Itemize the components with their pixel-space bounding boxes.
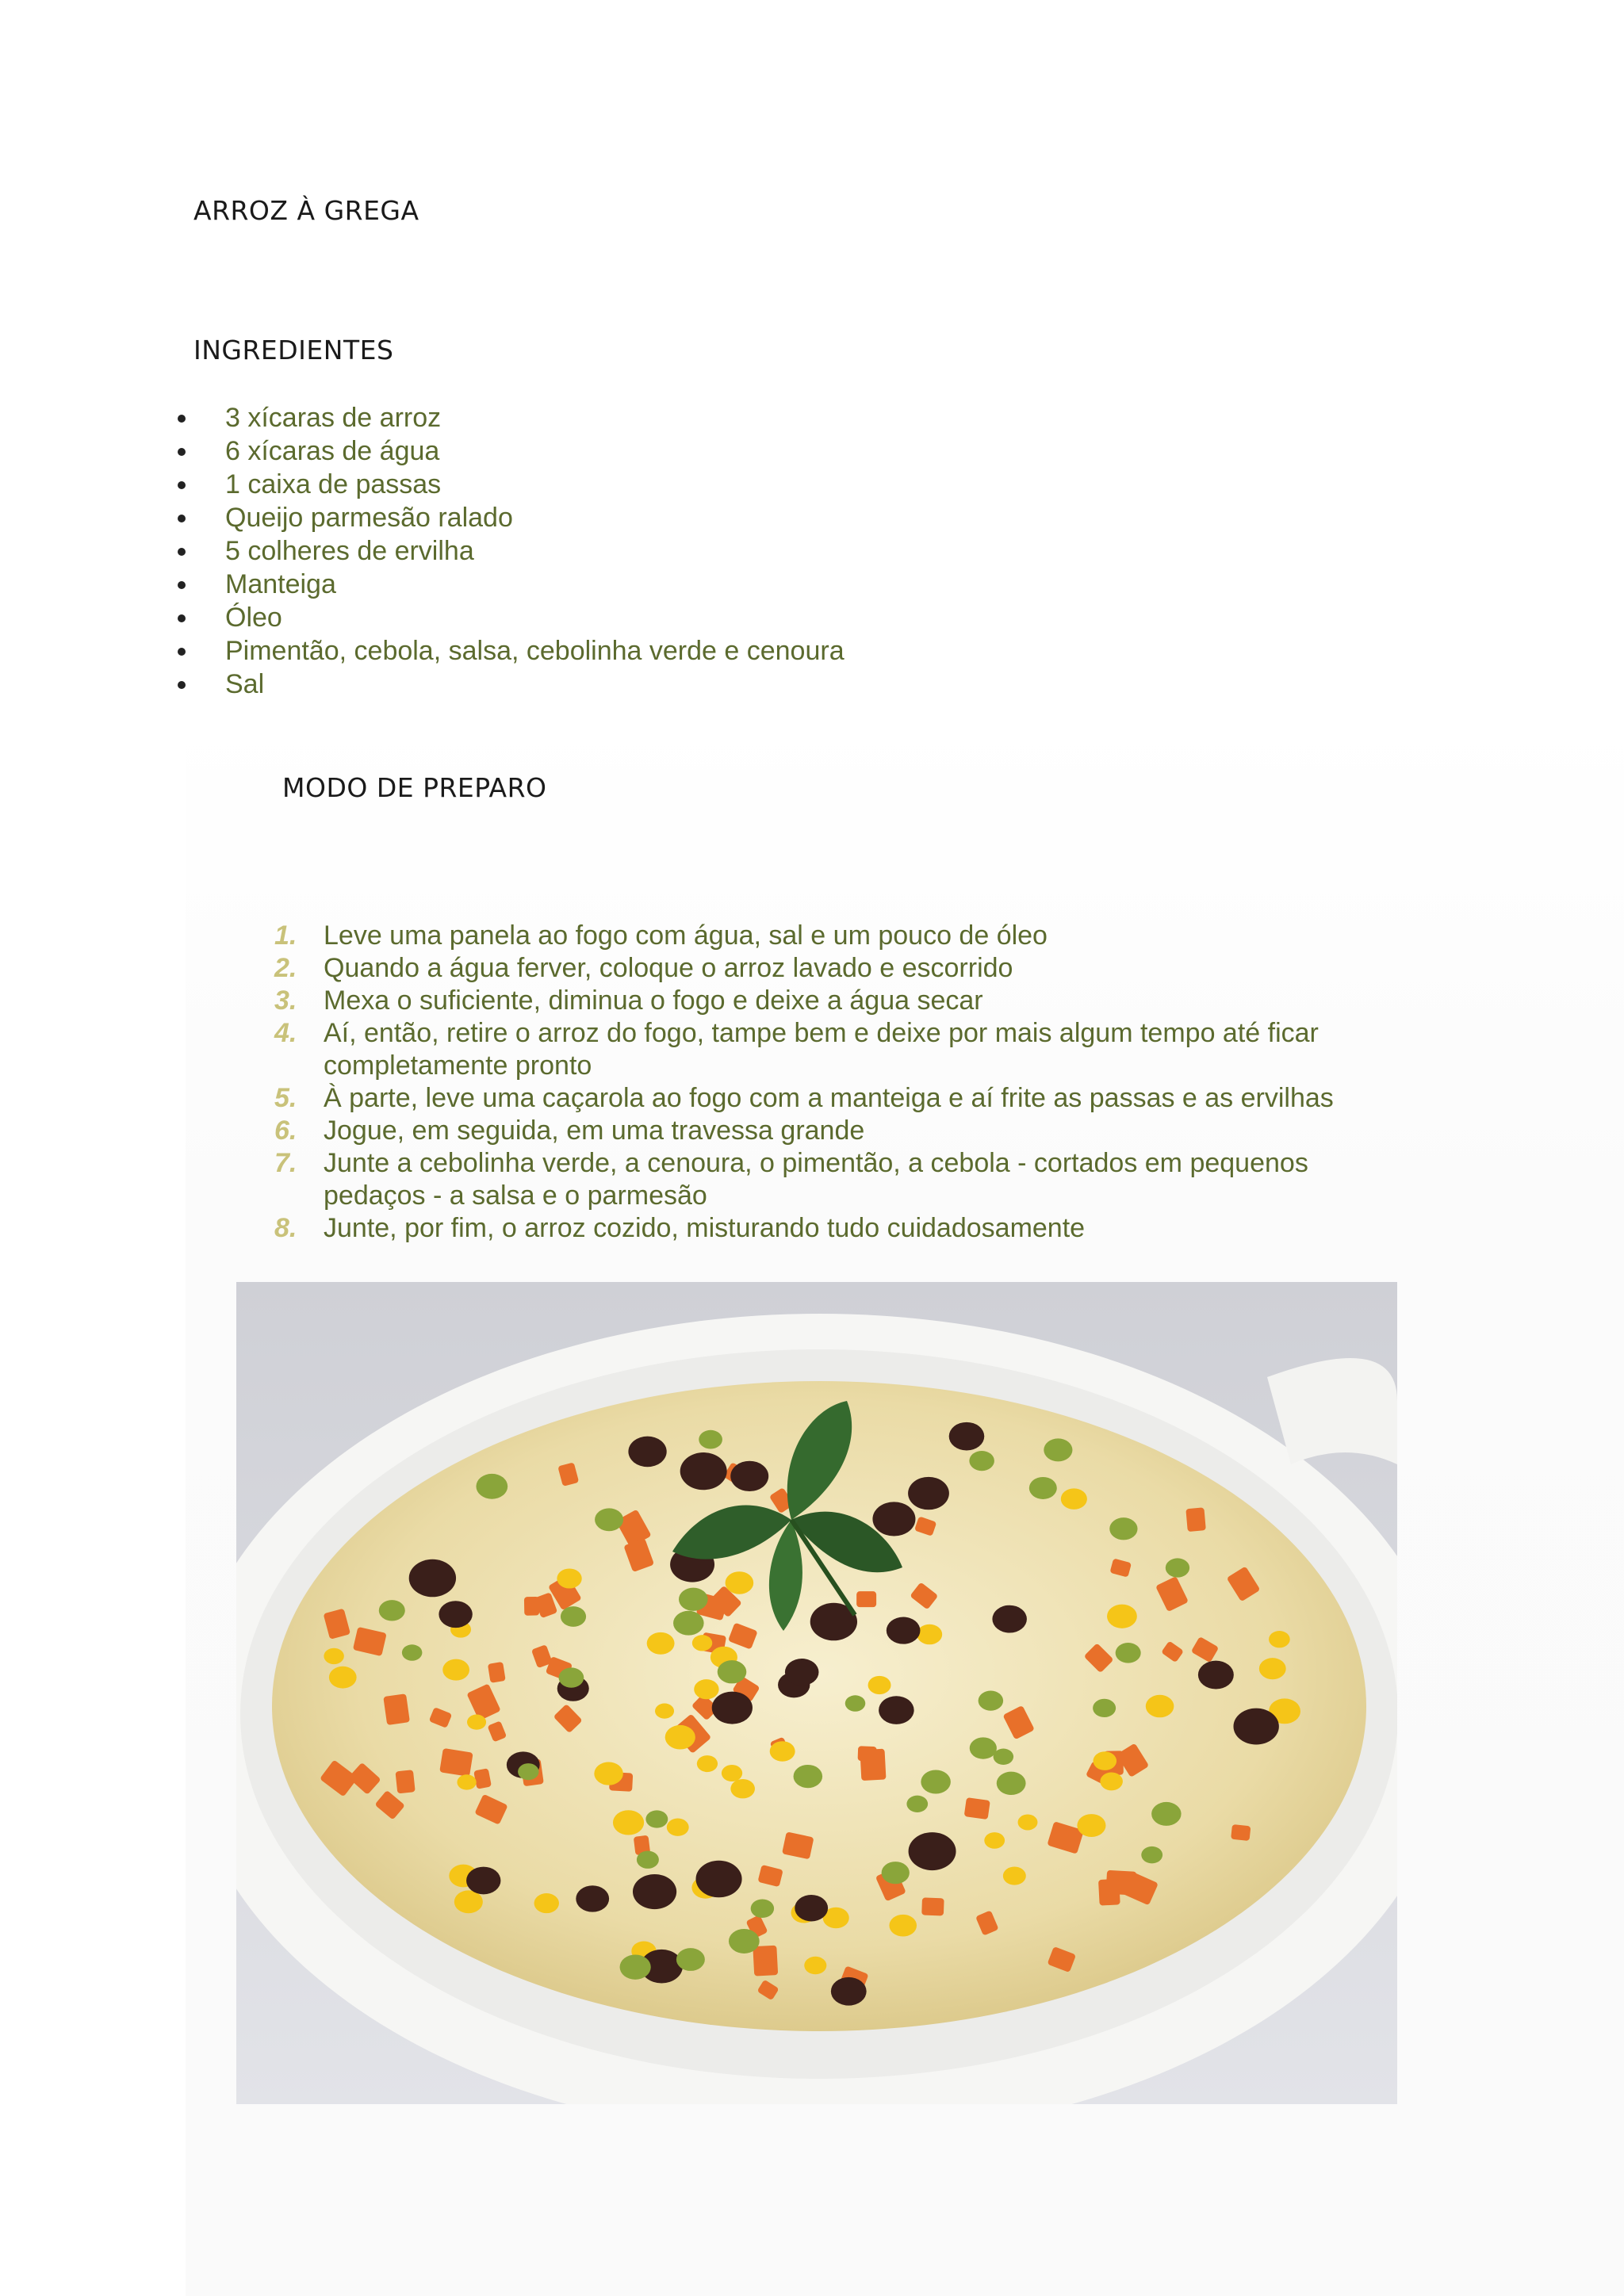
step-text: Jogue, em seguida, em uma travessa grande bbox=[324, 1115, 865, 1146]
step-text: Junte, por fim, o arroz cozido, misturando tudo cuidadosamente bbox=[324, 1213, 1086, 1243]
pea bbox=[1044, 1438, 1072, 1461]
raisin bbox=[795, 1895, 828, 1921]
ingredient-text: Pimentão, cebola, salsa, cebolinha verde e cenoura bbox=[225, 636, 845, 666]
corn-kernel bbox=[692, 1635, 712, 1651]
bullet-icon bbox=[178, 515, 186, 522]
pea bbox=[645, 1810, 668, 1827]
carrot-piece bbox=[1098, 1879, 1120, 1906]
ingredient-item bbox=[174, 634, 845, 668]
pea bbox=[620, 1954, 651, 1979]
corn-kernel bbox=[1094, 1751, 1117, 1770]
raisin bbox=[695, 1861, 741, 1897]
corn-kernel bbox=[1269, 1631, 1290, 1647]
pea bbox=[379, 1600, 405, 1621]
raisin bbox=[409, 1559, 456, 1597]
pea bbox=[751, 1899, 774, 1918]
pea bbox=[637, 1851, 659, 1869]
pea bbox=[673, 1611, 704, 1636]
raisin bbox=[879, 1696, 914, 1724]
recipe-title: ARROZ À GREGA bbox=[193, 195, 419, 226]
pea bbox=[1029, 1477, 1057, 1499]
corn-kernel bbox=[329, 1667, 357, 1689]
pea bbox=[676, 1948, 705, 1971]
pea bbox=[679, 1588, 708, 1611]
corn-kernel bbox=[1018, 1815, 1038, 1831]
step-item bbox=[270, 1017, 1404, 1082]
corn-kernel bbox=[889, 1915, 917, 1937]
ingredient-item bbox=[174, 434, 845, 468]
corn-kernel bbox=[984, 1832, 1005, 1849]
corn-kernel bbox=[697, 1755, 718, 1772]
carrot-piece bbox=[921, 1897, 944, 1915]
corn-kernel bbox=[454, 1890, 483, 1913]
bullet-icon bbox=[178, 548, 186, 556]
step-item bbox=[270, 1212, 1404, 1245]
corn-kernel bbox=[613, 1810, 644, 1835]
step-number: 3. bbox=[274, 985, 297, 1016]
ingredient-item bbox=[174, 668, 845, 701]
step-number: 6. bbox=[274, 1115, 297, 1146]
raisin bbox=[576, 1885, 609, 1911]
ingredient-text: 3 xícaras de arroz bbox=[225, 403, 442, 433]
corn-kernel bbox=[665, 1725, 695, 1750]
step-text: Quando a água ferver, coloque o arroz lavado e escorrido bbox=[324, 953, 1013, 983]
corn-kernel bbox=[726, 1571, 754, 1594]
carrot-piece bbox=[1231, 1824, 1251, 1841]
raisin bbox=[1233, 1709, 1278, 1745]
pea bbox=[970, 1737, 997, 1758]
corn-kernel bbox=[442, 1659, 469, 1681]
carrot-piece bbox=[1185, 1507, 1206, 1532]
pea bbox=[906, 1796, 928, 1812]
carrot-piece bbox=[524, 1597, 539, 1616]
pea bbox=[729, 1929, 760, 1954]
carrot-piece bbox=[858, 1746, 877, 1762]
raisin bbox=[466, 1867, 500, 1895]
corn-kernel bbox=[1100, 1772, 1123, 1790]
corn-kernel bbox=[647, 1632, 675, 1655]
raisin bbox=[909, 1832, 956, 1870]
carrot-piece bbox=[395, 1770, 415, 1793]
ingredient-item bbox=[174, 601, 845, 634]
pea bbox=[559, 1667, 584, 1687]
corn-kernel bbox=[804, 1957, 826, 1974]
pea bbox=[595, 1508, 623, 1531]
ingredient-text: 5 colheres de ervilha bbox=[225, 536, 474, 566]
pea bbox=[882, 1862, 910, 1884]
step-number: 2. bbox=[274, 953, 297, 983]
pea bbox=[561, 1606, 586, 1627]
ingredients-heading: INGREDIENTES bbox=[193, 335, 394, 365]
carrot-piece bbox=[856, 1591, 876, 1607]
step-item bbox=[270, 985, 1404, 1017]
raisin bbox=[439, 1601, 472, 1628]
ingredient-item bbox=[174, 401, 845, 434]
carrot-piece bbox=[488, 1662, 506, 1683]
corn-kernel bbox=[594, 1762, 622, 1785]
corn-kernel bbox=[324, 1648, 343, 1664]
step-item bbox=[270, 920, 1404, 952]
corn-kernel bbox=[457, 1774, 476, 1789]
ingredient-text: Sal bbox=[225, 669, 265, 699]
raisin bbox=[872, 1502, 915, 1536]
rice-dish-illustration bbox=[236, 1282, 1397, 2104]
corn-kernel bbox=[534, 1893, 559, 1913]
bullet-icon bbox=[178, 581, 186, 589]
bullet-icon bbox=[178, 481, 186, 489]
pea bbox=[1141, 1846, 1162, 1863]
pea bbox=[1093, 1699, 1116, 1717]
raisin bbox=[831, 1977, 867, 2006]
rice-dish-photo bbox=[236, 1282, 1397, 2104]
pea bbox=[994, 1749, 1014, 1765]
step-item bbox=[270, 1082, 1404, 1115]
carrot-piece bbox=[753, 1946, 778, 1976]
corn-kernel bbox=[770, 1741, 795, 1762]
ingredient-item bbox=[174, 568, 845, 601]
corn-kernel bbox=[1146, 1695, 1174, 1717]
corn-kernel bbox=[917, 1624, 942, 1645]
carrot-piece bbox=[383, 1693, 410, 1725]
bullet-icon bbox=[178, 448, 186, 456]
raisin bbox=[730, 1461, 768, 1491]
step-text: Aí, então, retire o arroz do fogo, tampe bem e deixe por mais algum tempo até ficar completamente pronto bbox=[324, 1018, 1319, 1081]
carrot-piece bbox=[439, 1748, 473, 1777]
pea bbox=[979, 1691, 1004, 1711]
pea bbox=[794, 1765, 823, 1788]
preparation-steps bbox=[270, 920, 1404, 1245]
corn-kernel bbox=[722, 1765, 742, 1781]
corn-kernel bbox=[557, 1568, 581, 1588]
corn-kernel bbox=[730, 1779, 755, 1798]
ingredient-text: Manteiga bbox=[225, 569, 336, 599]
pea bbox=[1151, 1802, 1181, 1826]
corn-kernel bbox=[467, 1715, 486, 1730]
step-item bbox=[270, 1147, 1404, 1212]
carrot-piece bbox=[964, 1797, 990, 1820]
pea bbox=[845, 1695, 866, 1711]
step-text: À parte, leve uma caçarola ao fogo com a manteiga e aí frite as passas e as ervilhas bbox=[324, 1083, 1334, 1113]
corn-kernel bbox=[1003, 1866, 1026, 1885]
step-item bbox=[270, 952, 1404, 985]
pea bbox=[1166, 1558, 1189, 1577]
raisin bbox=[712, 1692, 753, 1724]
step-text: Mexa o suficiente, diminua o fogo e deixe a água secar bbox=[324, 985, 983, 1016]
step-item bbox=[270, 1115, 1404, 1147]
raisin bbox=[628, 1437, 666, 1468]
pea bbox=[1109, 1517, 1137, 1540]
ingredient-item bbox=[174, 468, 845, 501]
pea bbox=[518, 1763, 538, 1780]
raisin bbox=[633, 1874, 676, 1909]
corn-kernel bbox=[868, 1676, 891, 1694]
step-number: 1. bbox=[274, 920, 297, 951]
bullet-icon bbox=[178, 415, 186, 423]
bullet-icon bbox=[178, 681, 186, 689]
corn-kernel bbox=[1107, 1605, 1137, 1628]
ingredient-text: Queijo parmesão ralado bbox=[225, 503, 513, 533]
ingredient-item bbox=[174, 501, 845, 534]
bullet-icon bbox=[178, 648, 186, 656]
corn-kernel bbox=[694, 1679, 718, 1699]
raisin bbox=[1198, 1661, 1234, 1689]
pea bbox=[718, 1660, 747, 1683]
pea bbox=[1116, 1643, 1141, 1663]
pea bbox=[997, 1772, 1026, 1795]
corn-kernel bbox=[1077, 1814, 1105, 1837]
ingredient-item bbox=[174, 534, 845, 568]
pea bbox=[402, 1644, 423, 1660]
step-text: Leve uma panela ao fogo com água, sal e um pouco de óleo bbox=[324, 920, 1048, 951]
step-number: 5. bbox=[274, 1083, 297, 1113]
bowl-handle bbox=[1267, 1358, 1397, 1464]
ingredient-text: 1 caixa de passas bbox=[225, 469, 442, 499]
step-number: 7. bbox=[274, 1148, 297, 1178]
corn-kernel bbox=[667, 1819, 689, 1836]
pea bbox=[699, 1430, 722, 1449]
raisin bbox=[992, 1605, 1027, 1633]
ingredient-text: 6 xícaras de água bbox=[225, 436, 440, 466]
step-text: Junte a cebolinha verde, a cenoura, o pimentão, a cebola - cortados em pequenos pedaços - a salsa e o parmesão bbox=[324, 1148, 1308, 1211]
corn-kernel bbox=[1259, 1658, 1286, 1679]
ingredient-text: Óleo bbox=[225, 603, 282, 633]
pea bbox=[476, 1474, 508, 1499]
corn-kernel bbox=[1061, 1488, 1087, 1509]
preparation-heading: MODO DE PREPARO bbox=[282, 772, 547, 803]
step-number: 8. bbox=[274, 1213, 297, 1243]
raisin bbox=[949, 1422, 985, 1451]
raisin bbox=[908, 1477, 949, 1510]
ingredients-list bbox=[174, 401, 845, 701]
raisin bbox=[680, 1452, 727, 1490]
step-number: 4. bbox=[274, 1018, 297, 1048]
raisin bbox=[785, 1659, 819, 1686]
corn-kernel bbox=[655, 1704, 674, 1719]
pea bbox=[921, 1770, 951, 1793]
pea bbox=[969, 1451, 994, 1471]
raisin bbox=[887, 1617, 921, 1644]
bullet-icon bbox=[178, 614, 186, 622]
